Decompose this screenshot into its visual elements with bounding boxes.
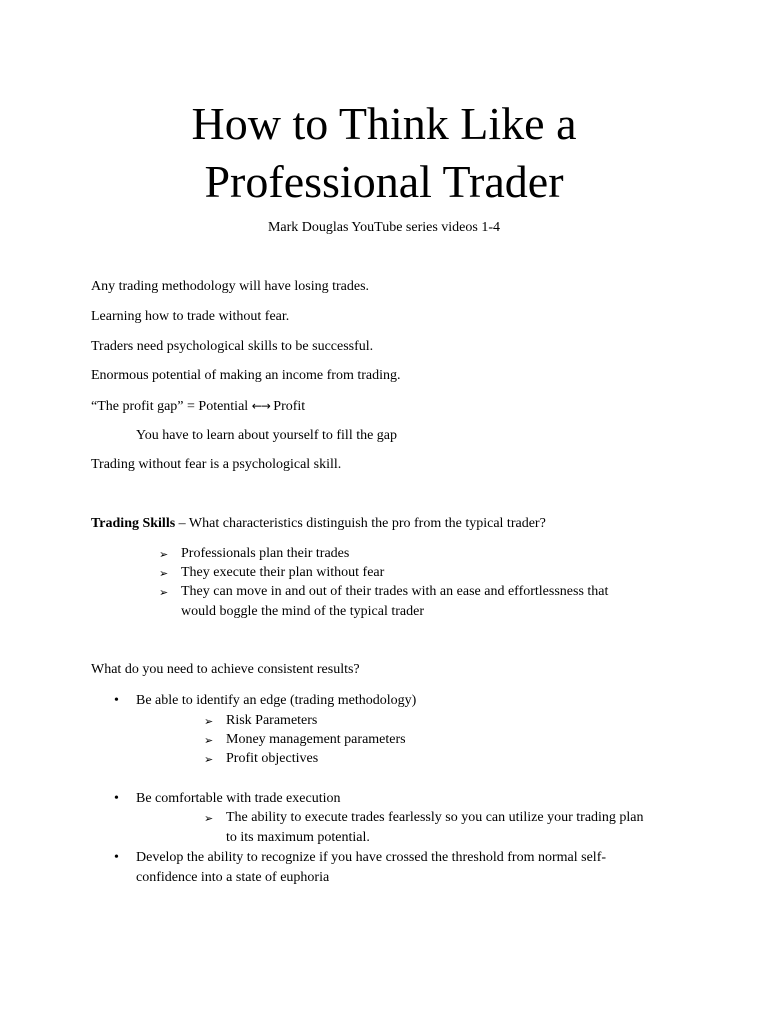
- execution-item-text: The ability to execute trades fearlessly so you can utilize your trading plan: [226, 810, 644, 825]
- trading-skills-line: [91, 515, 546, 533]
- profit-gap-prefix: “The profit gap” = Potential: [91, 399, 249, 414]
- arrow-bullet-icon: ➢: [204, 812, 214, 825]
- skills-item-2-text: They execute their plan without fear: [181, 565, 385, 580]
- fear-skill-line: Trading without fear is a psychological skill.: [91, 457, 342, 472]
- execution-text: Be comfortable with trade execution: [136, 791, 341, 806]
- profit-gap-note: You have to learn about yourself to fill the gap: [136, 428, 398, 443]
- edge-item-1-text: Risk Parameters: [226, 713, 318, 728]
- edge-text: Be able to identify an edge (trading methodology): [136, 693, 417, 708]
- edge-item-3-text: Profit objectives: [226, 751, 319, 766]
- document-subtitle: Mark Douglas YouTube series videos 1-4: [267, 220, 501, 235]
- execution-item-continuation: to its maximum potential.: [226, 830, 370, 845]
- bidirectional-arrow-icon: ←→: [251, 399, 270, 413]
- threshold-continuation: confidence into a state of euphoria: [136, 870, 330, 885]
- arrow-bullet-icon: ➢: [159, 548, 169, 561]
- arrow-bullet-icon: ➢: [159, 586, 169, 599]
- intro-line-1: Any trading methodology will have losing trades.: [91, 279, 370, 294]
- arrow-bullet-icon: ➢: [204, 715, 214, 728]
- dot-bullet-icon: •: [114, 693, 119, 708]
- skills-item-3-continuation: would boggle the mind of the typical trader: [181, 604, 424, 619]
- threshold-text: Develop the ability to recognize if you have crossed the threshold from normal self-: [136, 850, 607, 865]
- document-title: [0, 95, 768, 211]
- arrow-bullet-icon: ➢: [159, 567, 169, 580]
- intro-line-4: Enormous potential of making an income from trading.: [91, 368, 401, 383]
- intro-line-2: Learning how to trade without fear.: [91, 309, 290, 324]
- intro-line-3: Traders need psychological skills to be successful.: [91, 339, 374, 354]
- arrow-bullet-icon: ➢: [204, 734, 214, 747]
- skills-item-1-text: Professionals plan their trades: [181, 546, 350, 561]
- arrow-bullet-icon: ➢: [204, 753, 214, 766]
- profit-gap-line: [91, 397, 305, 416]
- profit-gap-suffix: Profit: [273, 399, 306, 414]
- dot-bullet-icon: •: [114, 850, 119, 865]
- title-line-1: How to Think Like a: [191, 98, 577, 149]
- title-line-2: Professional Trader: [204, 156, 564, 207]
- edge-item-2-text: Money management parameters: [226, 732, 406, 747]
- trading-skills-question: – What characteristics distinguish the pro from the typical trader?: [175, 516, 546, 531]
- skills-item-3-text: They can move in and out of their trades with an ease and effortlessness that: [181, 584, 609, 599]
- trading-skills-heading: Trading Skills: [91, 516, 176, 531]
- consistency-question: What do you need to achieve consistent results?: [91, 662, 360, 677]
- dot-bullet-icon: •: [114, 791, 119, 806]
